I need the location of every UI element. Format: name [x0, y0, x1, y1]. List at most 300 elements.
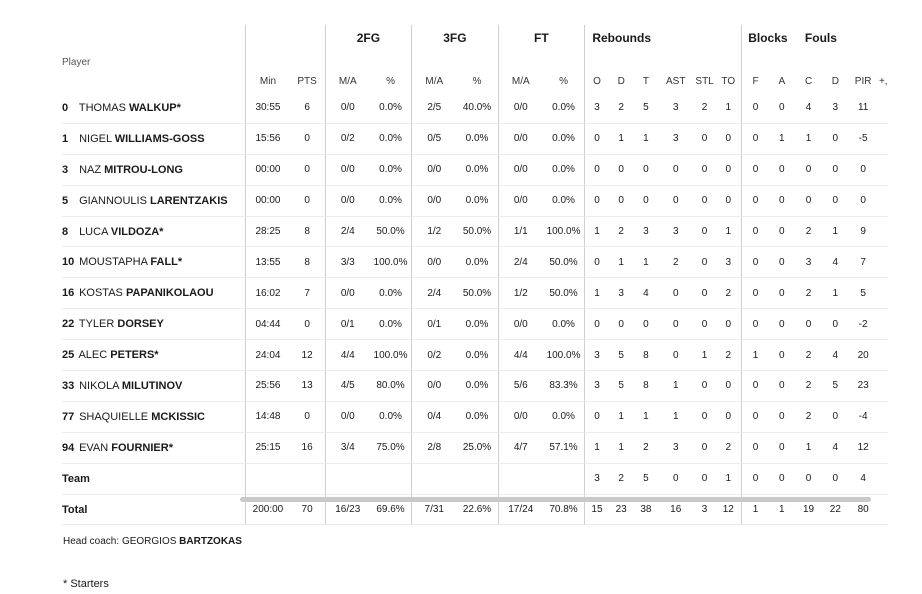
stat-bf: 0 — [741, 309, 770, 340]
stat-o: 0 — [584, 124, 609, 155]
team-label: Team — [62, 464, 245, 495]
stat-min: 00:00 — [245, 186, 289, 217]
stat-fg3: 0/0 — [411, 186, 456, 217]
stat-d: 1 — [609, 433, 634, 464]
player-name-cell[interactable] — [62, 247, 245, 278]
stat-to: 1 — [716, 93, 741, 124]
stat-fg2: 0/0 — [325, 278, 370, 309]
stat-ftp: 57.1% — [543, 433, 584, 464]
stat-fd: 0 — [823, 124, 848, 155]
stat-bf: 0 — [741, 155, 770, 186]
header-3fg-ma[interactable]: M/A — [411, 51, 456, 93]
stat-stl: 0 — [693, 217, 716, 248]
box-score — [62, 25, 888, 525]
stat-pir: 7 — [848, 247, 879, 278]
column-header-row — [62, 51, 888, 93]
player-number: 1 — [62, 132, 69, 145]
header-2fg-ma[interactable]: M/A — [325, 51, 370, 93]
header-pts[interactable]: PTS — [297, 76, 317, 87]
stat-pts: 0 — [290, 124, 325, 155]
stat-min: 30:55 — [245, 93, 289, 124]
stat-fg2p: 75.0% — [370, 433, 411, 464]
team-stat-ast: 0 — [658, 464, 693, 495]
player-row — [62, 278, 888, 309]
stat-ast: 0 — [658, 186, 693, 217]
stat-pir: 5 — [848, 278, 879, 309]
stat-fg2: 0/2 — [325, 124, 370, 155]
stat-fc: 0 — [794, 309, 823, 340]
stat-fg3p: 0.0% — [456, 186, 497, 217]
stat-fg2: 0/0 — [325, 402, 370, 433]
stat-fd: 4 — [823, 340, 848, 371]
stat-t: 1 — [634, 402, 659, 433]
team-stat-t: 5 — [634, 464, 659, 495]
player-number: 0 — [62, 101, 69, 114]
stat-o: 0 — [584, 402, 609, 433]
stat-fc: 2 — [794, 402, 823, 433]
stat-fg3p: 50.0% — [456, 217, 497, 248]
stat-fg3p: 0.0% — [456, 155, 497, 186]
stat-fd: 4 — [823, 247, 848, 278]
header-blk-f[interactable]: F — [741, 51, 770, 93]
stat-stl: 0 — [693, 247, 716, 278]
stat-to: 2 — [716, 340, 741, 371]
player-name-cell[interactable] — [62, 124, 245, 155]
stat-stl: 0 — [693, 402, 716, 433]
player-first-name: TYLER — [78, 318, 115, 331]
head-coach-last: BARTZOKAS — [179, 536, 242, 547]
stat-ft: 2/4 — [498, 247, 543, 278]
stat-fc: 1 — [794, 433, 823, 464]
total-stat-fd: 22 — [823, 495, 848, 526]
stat-fg3: 0/0 — [411, 155, 456, 186]
stat-ba: 0 — [769, 278, 794, 309]
stat-fg2p: 0.0% — [370, 186, 411, 217]
total-stat-fg3: 7/31 — [411, 495, 456, 526]
player-number: 33 — [62, 379, 75, 392]
stat-fg3p: 0.0% — [456, 309, 497, 340]
stat-ftp: 0.0% — [543, 402, 584, 433]
stat-d: 2 — [609, 217, 634, 248]
stat-bf: 0 — [741, 93, 770, 124]
stat-o: 1 — [584, 217, 609, 248]
group-header-row — [62, 25, 888, 51]
player-row — [62, 124, 888, 155]
stat-fg2p: 0.0% — [370, 278, 411, 309]
stat-fg3: 0/0 — [411, 247, 456, 278]
stat-t: 0 — [634, 309, 659, 340]
header-ast[interactable]: AST — [666, 76, 686, 87]
stat-fd: 5 — [823, 371, 848, 402]
player-row — [62, 186, 888, 217]
stat-fg3p: 0.0% — [456, 371, 497, 402]
total-stat-min: 200:00 — [245, 495, 289, 526]
team-stat-bf: 0 — [741, 464, 770, 495]
stat-fg3: 2/8 — [411, 433, 456, 464]
player-first-name: MOUSTAPHA — [79, 256, 148, 269]
stat-pir: -5 — [848, 124, 879, 155]
stat-pir: 20 — [848, 340, 879, 371]
stat-pir: 0 — [848, 155, 879, 186]
stat-fg2p: 0.0% — [370, 402, 411, 433]
stat-o: 3 — [584, 93, 609, 124]
header-min[interactable]: Min — [245, 51, 289, 93]
stat-fg2: 3/3 — [325, 247, 370, 278]
stat-fg2p: 0.0% — [370, 155, 411, 186]
stat-fg3p: 25.0% — [456, 433, 497, 464]
stat-stl: 0 — [693, 155, 716, 186]
stat-fc: 2 — [794, 340, 823, 371]
player-first-name: LUCA — [79, 225, 108, 238]
stat-ast: 0 — [658, 309, 693, 340]
stat-fg2p: 0.0% — [370, 93, 411, 124]
head-coach — [63, 536, 242, 547]
stat-o: 1 — [584, 433, 609, 464]
stat-ftp: 100.0% — [543, 217, 584, 248]
header-reb-t[interactable]: T — [642, 76, 649, 87]
player-last-name: WALKUP* — [128, 101, 181, 114]
stat-stl: 2 — [693, 93, 716, 124]
stat-ft: 0/0 — [498, 93, 543, 124]
total-stat-ft: 17/24 — [498, 495, 543, 526]
stat-fd: 0 — [823, 155, 848, 186]
stat-pir: 12 — [848, 433, 879, 464]
player-number: 22 — [62, 318, 75, 331]
header-blk-a[interactable]: A — [778, 76, 786, 87]
team-stat-o: 3 — [584, 464, 609, 495]
stat-ba: 0 — [769, 433, 794, 464]
team-stat-fd: 0 — [823, 464, 848, 495]
stat-pir: 0 — [848, 186, 879, 217]
header-reb-d[interactable]: D — [617, 76, 625, 87]
header-to[interactable]: TO — [721, 76, 736, 87]
stat-fg3p: 40.0% — [456, 93, 497, 124]
stat-ft: 0/0 — [498, 186, 543, 217]
group-rebounds: Rebounds — [584, 25, 658, 51]
stat-fg2: 0/0 — [325, 93, 370, 124]
stat-fg3: 2/4 — [411, 278, 456, 309]
stat-to: 0 — [716, 309, 741, 340]
player-first-name: GIANNOULIS — [79, 194, 147, 207]
header-player[interactable]: Player — [62, 57, 91, 68]
stat-o: 0 — [584, 247, 609, 278]
stat-d: 0 — [609, 155, 634, 186]
stat-fc: 3 — [794, 247, 823, 278]
player-name-cell[interactable] — [62, 217, 245, 248]
stat-fc: 1 — [794, 124, 823, 155]
stat-ast: 3 — [658, 124, 693, 155]
stat-stl: 0 — [693, 371, 716, 402]
team-stat-pir: 4 — [848, 464, 879, 495]
player-last-name: FOURNIER* — [111, 441, 173, 454]
stat-ba: 0 — [769, 309, 794, 340]
player-first-name: EVAN — [79, 441, 109, 454]
player-name-cell[interactable] — [62, 371, 245, 402]
stat-d: 3 — [609, 278, 634, 309]
stat-fg3p: 0.0% — [456, 402, 497, 433]
stat-min: 25:15 — [245, 433, 289, 464]
stat-fc: 4 — [794, 93, 823, 124]
stat-ba: 0 — [769, 371, 794, 402]
team-stat-d: 2 — [609, 464, 634, 495]
stat-fg3: 1/2 — [411, 217, 456, 248]
stat-min: 16:02 — [245, 278, 289, 309]
stat-fd: 4 — [823, 433, 848, 464]
stat-ast: 3 — [658, 217, 693, 248]
stat-bf: 0 — [741, 124, 770, 155]
stat-fg2p: 80.0% — [370, 371, 411, 402]
stat-pts: 0 — [290, 402, 325, 433]
stat-ba: 0 — [769, 247, 794, 278]
stat-fg2: 0/0 — [325, 155, 370, 186]
total-stat-fc: 19 — [794, 495, 823, 526]
player-name-cell[interactable] — [62, 309, 245, 340]
stat-t: 3 — [634, 217, 659, 248]
stat-min: 15:56 — [245, 124, 289, 155]
stat-ftp: 100.0% — [543, 340, 584, 371]
player-number: 5 — [62, 194, 69, 207]
stat-t: 1 — [634, 247, 659, 278]
stat-ftp: 0.0% — [543, 155, 584, 186]
header-ft-ma[interactable]: M/A — [498, 51, 543, 93]
stat-to: 0 — [716, 124, 741, 155]
stat-fg2: 0/0 — [325, 186, 370, 217]
group-2fg: 2FG — [325, 25, 412, 51]
stat-ft: 1/1 — [498, 217, 543, 248]
player-number: 8 — [62, 225, 69, 238]
stat-d: 2 — [609, 93, 634, 124]
player-last-name: WILLIAMS-GOSS — [114, 132, 205, 145]
stat-min: 24:04 — [245, 340, 289, 371]
player-first-name: SHAQUIELLE — [79, 410, 149, 423]
stat-to: 1 — [716, 217, 741, 248]
stat-fd: 0 — [823, 309, 848, 340]
stat-bf: 0 — [741, 217, 770, 248]
stat-ft: 5/6 — [498, 371, 543, 402]
stat-pts: 0 — [290, 186, 325, 217]
player-first-name: THOMAS — [78, 101, 126, 114]
total-stat-o: 15 — [584, 495, 609, 526]
stat-fg3p: 50.0% — [456, 278, 497, 309]
player-first-name: NIGEL — [79, 132, 112, 145]
stat-ft: 1/2 — [498, 278, 543, 309]
stat-ftp: 0.0% — [543, 309, 584, 340]
player-last-name: PAPANIKOLAOU — [125, 287, 214, 300]
stat-ast: 1 — [658, 402, 693, 433]
stat-pir: 23 — [848, 371, 879, 402]
stat-ba: 1 — [769, 124, 794, 155]
total-stat-d: 23 — [609, 495, 634, 526]
header-pir[interactable]: PIR — [854, 76, 872, 87]
header-stl[interactable]: STL — [695, 76, 714, 87]
stat-pts: 8 — [290, 217, 325, 248]
total-stat-fg3p: 22.6% — [456, 495, 497, 526]
player-row — [62, 93, 888, 124]
stat-stl: 1 — [693, 340, 716, 371]
horizontal-scrollbar[interactable] — [240, 497, 871, 502]
stat-fg3p: 0.0% — [456, 247, 497, 278]
stat-pts: 0 — [290, 309, 325, 340]
stat-to: 0 — [716, 186, 741, 217]
stat-fd: 0 — [823, 186, 848, 217]
stat-d: 5 — [609, 340, 634, 371]
stat-fg3: 2/5 — [411, 93, 456, 124]
stat-stl: 0 — [693, 186, 716, 217]
stat-min: 14:48 — [245, 402, 289, 433]
stat-ast: 0 — [658, 155, 693, 186]
stat-ba: 0 — [769, 402, 794, 433]
stat-pir: 9 — [848, 217, 879, 248]
header-extra[interactable]: +, — [878, 76, 888, 87]
player-first-name: KOSTAS — [79, 287, 123, 300]
stat-fd: 3 — [823, 93, 848, 124]
stat-o: 0 — [584, 309, 609, 340]
stat-pts: 6 — [290, 93, 325, 124]
stat-ft: 4/4 — [498, 340, 543, 371]
stat-t: 5 — [634, 93, 659, 124]
player-name-cell[interactable] — [62, 278, 245, 309]
stat-pts: 16 — [290, 433, 325, 464]
player-number: 77 — [62, 410, 75, 423]
stat-bf: 0 — [741, 371, 770, 402]
team-stat-stl: 0 — [693, 464, 716, 495]
stat-o: 0 — [584, 186, 609, 217]
player-name-cell[interactable] — [62, 186, 245, 217]
stat-bf: 0 — [741, 278, 770, 309]
header-fouls-d[interactable]: D — [831, 76, 839, 87]
total-stat-pir: 80 — [848, 495, 879, 526]
total-stat-bf: 1 — [741, 495, 770, 526]
stat-fg3p: 0.0% — [456, 124, 497, 155]
stat-o: 0 — [584, 155, 609, 186]
stat-pts: 8 — [290, 247, 325, 278]
stat-fg2: 3/4 — [325, 433, 370, 464]
header-ft-pct[interactable]: % — [559, 76, 568, 87]
stat-d: 0 — [609, 309, 634, 340]
stat-ast: 0 — [658, 340, 693, 371]
stat-ast: 0 — [658, 278, 693, 309]
stat-min: 28:25 — [245, 217, 289, 248]
stat-ft: 4/7 — [498, 433, 543, 464]
team-stat-to: 1 — [716, 464, 741, 495]
box-score-body — [62, 93, 888, 525]
player-last-name: DORSEY — [117, 318, 164, 331]
player-name-cell[interactable] — [62, 93, 245, 124]
stat-fd: 1 — [823, 278, 848, 309]
stat-fg2p: 100.0% — [370, 247, 411, 278]
stat-ba: 0 — [769, 93, 794, 124]
player-last-name: MILUTINOV — [121, 379, 183, 392]
stat-ast: 3 — [658, 433, 693, 464]
stat-ba: 0 — [769, 186, 794, 217]
player-last-name: FALL* — [150, 256, 183, 269]
player-first-name: NIKOLA — [79, 379, 119, 392]
header-3fg-pct[interactable]: % — [472, 76, 482, 87]
stat-ft: 0/0 — [498, 402, 543, 433]
stat-ftp: 50.0% — [543, 247, 584, 278]
stat-o: 3 — [584, 340, 609, 371]
stat-stl: 0 — [693, 433, 716, 464]
player-last-name: MCKISSIC — [151, 410, 205, 423]
stat-pts: 7 — [290, 278, 325, 309]
header-reb-o[interactable]: O — [584, 51, 609, 93]
total-stat-ast: 16 — [658, 495, 693, 526]
stat-fg3: 0/0 — [411, 371, 456, 402]
stat-ft: 0/0 — [498, 155, 543, 186]
player-name-cell[interactable] — [62, 340, 245, 371]
stat-to: 2 — [716, 278, 741, 309]
total-stat-stl: 3 — [693, 495, 716, 526]
team-row — [62, 464, 888, 495]
stat-d: 0 — [609, 186, 634, 217]
player-number: 10 — [62, 256, 75, 269]
header-2fg-pct[interactable]: % — [386, 76, 395, 87]
stat-ftp: 0.0% — [543, 186, 584, 217]
total-stat-pts: 70 — [290, 495, 325, 526]
total-stat-ba: 1 — [769, 495, 794, 526]
stat-ftp: 0.0% — [543, 124, 584, 155]
stat-ast: 3 — [658, 93, 693, 124]
stat-fg2: 0/1 — [325, 309, 370, 340]
player-name-cell[interactable] — [62, 433, 245, 464]
total-stat-ftp: 70.8% — [543, 495, 584, 526]
stat-t: 4 — [634, 278, 659, 309]
total-label: Total — [62, 495, 245, 526]
stat-min: 00:00 — [245, 155, 289, 186]
stat-fg3: 0/4 — [411, 402, 456, 433]
stat-fg2p: 0.0% — [370, 124, 411, 155]
player-number: 25 — [62, 349, 75, 362]
stat-fg2: 4/4 — [325, 340, 370, 371]
stat-pir: -2 — [848, 309, 879, 340]
total-stat-fg2: 16/23 — [325, 495, 370, 526]
stat-ft: 0/0 — [498, 124, 543, 155]
head-coach-first: GEORGIOS — [121, 536, 177, 547]
header-fouls-c[interactable]: C — [804, 76, 813, 87]
stat-ast: 1 — [658, 371, 693, 402]
player-number: 16 — [62, 287, 75, 300]
team-stat-ba: 0 — [769, 464, 794, 495]
stat-ba: 0 — [769, 340, 794, 371]
stat-t: 2 — [634, 433, 659, 464]
player-row — [62, 340, 888, 371]
player-number: 94 — [62, 441, 75, 454]
stat-fg3: 0/5 — [411, 124, 456, 155]
stat-fg2: 2/4 — [325, 217, 370, 248]
player-row — [62, 402, 888, 433]
stat-ba: 0 — [769, 155, 794, 186]
total-stat-fg2p: 69.6% — [370, 495, 411, 526]
player-name-cell[interactable] — [62, 402, 245, 433]
player-name-cell[interactable] — [62, 155, 245, 186]
stat-to: 3 — [716, 247, 741, 278]
stat-ftp: 83.3% — [543, 371, 584, 402]
stat-o: 3 — [584, 371, 609, 402]
player-last-name: LARENTZAKIS — [149, 194, 228, 207]
stat-fc: 2 — [794, 217, 823, 248]
stat-ftp: 50.0% — [543, 278, 584, 309]
stat-d: 5 — [609, 371, 634, 402]
stat-fd: 0 — [823, 402, 848, 433]
stat-to: 0 — [716, 371, 741, 402]
stat-min: 04:44 — [245, 309, 289, 340]
player-row — [62, 433, 888, 464]
player-last-name: PETERS* — [110, 349, 159, 362]
stat-d: 1 — [609, 402, 634, 433]
stat-fg3p: 0.0% — [456, 340, 497, 371]
stat-stl: 0 — [693, 124, 716, 155]
player-number: 3 — [62, 163, 69, 176]
